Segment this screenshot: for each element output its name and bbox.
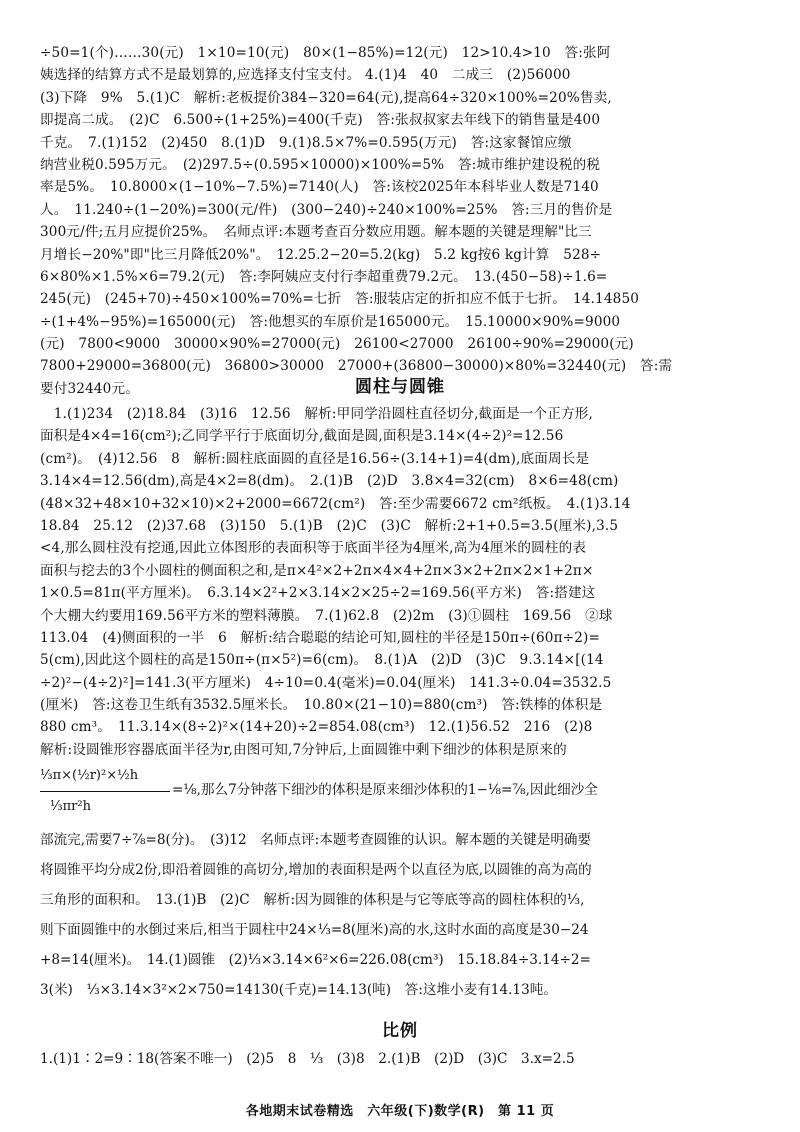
fraction-denominator: ⅓πr²h [50,799,91,815]
text-line: 个大棚大约要用169.56平方米的塑料薄膜。 7.(1)62.8 (2)2m (3)①圆柱 169.56 ②球 [40,607,613,624]
text-line: 6×80%×1.5%×6=79.2(元) 答:李阿姨应支付行李超重费79.2元。 13.(450−58)÷1.6= [40,268,608,285]
text-line: (48×32+48×10+32×10)×2+2000=6672(cm²) 答:至少需要6672 cm²纸板。 4.(1)3.14 [40,495,631,512]
text-line: <4,那么圆柱没有挖通,因此立体图形的表面积等于底面半径为4厘米,高为4厘米的圆柱的表 [40,540,587,557]
text-line: 880 cm³。 11.3.14×(8÷2)²×(14+20)÷2=854.08(cm³) 12.(1)56.52 216 (2)8 [40,719,593,736]
compound-fraction-row [40,761,770,825]
text-line: 人。 11.240÷(1−20%)=300(元/件) (300−240)÷240×100%=25% 答:三月的售价是 [40,201,613,218]
text-line: 即提高二成。 (2)C 6.500÷(1+25%)=400(千克) 答:张叔叔家去年线下的销售量是400 [40,112,601,129]
text-line: 1.(1)234 (2)18.84 (3)16 12.56 解析:甲同学沿圆柱直径切分,截面是一个正方形, [40,406,593,422]
text-line: 月增长−20%"即"比三月降低20%"。 12.25.2−20=5.2(kg) 5.2 kg按6 kg计算 528÷ [40,246,602,263]
text-line: 面积与挖去的3个小圆柱的侧面积之和,是π×4²×2+2π×4×4+2π×3×2+2π×2×1+2π× [40,562,594,579]
compound-fraction [40,761,170,822]
text-line: (元) 7800<9000 30000×90%=27000(元) 26100<27000 26100÷90%=29000(元) [40,336,634,353]
percentages-answers [40,42,770,400]
text-line: 113.04 (4)侧面积的一半 6 解析:结合聪聪的结论可知,圆柱的半径是150π÷(60π÷2)= [40,629,600,646]
section-title-ratio: 比例 [382,1021,418,1041]
text-line: ÷(1+4%−95%)=165000(元) 答:他想买的车原价是165000元。 15.10000×90%=9000 [40,313,621,330]
text-line: 1.(1)1∶2=9∶18(答案不唯一) (2)5 8 ⅓ (3)8 2.(1)B (2)D (3)C 3.x=2.5 [40,1051,575,1067]
text-line: 3(米) ⅓×3.14×3²×2×750=14130(千克)=14.13(吨) 答:这堆小麦有14.13吨。 [40,982,557,999]
text-line: 将圆锥平均分成2份,即沿着圆锥的高切分,增加的表面积是两个以直径为底,以圆锥的高为高的 [40,862,592,879]
text-line: 千克。 7.(1)152 (2)450 8.(1)D 9.(1)8.5×7%=0.595(万元) 答:这家餐馆应缴 [40,134,572,151]
text-line: 则下面圆锥中的水倒过来后,相当于圆柱中24×⅓=8(厘米)高的水,这时水面的高度是30−24 [40,922,589,939]
text-line: 三角形的面积和。 13.(1)B (2)C 解析:因为圆锥的体积是与它等底等高的圆柱体积的⅓, [40,892,585,909]
cylinder-cone-answers [40,403,770,1005]
page-footer: 各地期末试卷精选 六年级(下)数学(R) 第 11 页 [245,1104,555,1119]
ratio-answers [40,1044,770,1074]
text-line: 1×0.5=81π(平方厘米)。 6.3.14×2²+2×3.14×2×25÷2=169.56(平方米) 答:搭建这 [40,585,596,602]
text-line: 部流完,需要7÷⅞=8(分)。 (3)12 名师点评:本题考查圆锥的认识。解本题的关键是明确要 [40,832,592,849]
text-line: 5(cm),因此这个圆柱的高是150π÷(π×5²)=6(cm)。 8.(1)A (2)D (3)C 9.3.14×[(14 [40,652,604,669]
text-line: 姨选择的结算方式不是最划算的,应选择支付宝支付。 4.(1)4 40 二成三 (2)56000 [40,67,571,84]
fraction-numerator: ⅓π×(½r)²×½h [40,761,170,792]
text-line: (3)下降 9% 5.(1)C 解析:老板提价384−320=64(元),提高64÷320×100%=20%售卖, [40,89,612,106]
text-line: +8=14(厘米)。 14.(1)圆锥 (2)⅓×3.14×6²×6=226.08(cm³) 15.18.84÷3.14÷2= [40,952,591,969]
text-line: (厘米) 答:这卷卫生纸有3532.5厘米长。 10.80×(21−10)=880(cm³) 答:铁棒的体积是 [40,697,603,714]
text-line: 7800+29000=36800(元) 36800>30000 27000+(36800−30000)×80%=32440(元) 答:需 [40,358,673,375]
text-line: 18.84 25.12 (2)37.68 (3)150 5.(1)B (2)C (3)C 解析:2+1+0.5=3.5(厘米),3.5 [40,517,619,534]
text-line: 解析:设圆锥形容器底面半径为r,由图可知,7分钟后,上面圆锥中剩下细沙的体积是原来的 [40,741,567,758]
text-line: ÷50=1(个)……30(元) 1×10=10(元) 80×(1−85%)=12(元) 12>10.4>10 答:张阿 [40,45,611,61]
text-line: 要付32440元。 [40,380,139,397]
text-line: (cm²)。 (4)12.56 8 解析:圆柱底面圆的直径是16.56÷(3.14+1)=4(dm),底面周长是 [40,450,590,467]
text-line: 3.14×4=12.56(dm),高是4×2=8(dm)。 2.(1)B (2)D 3.8×4=32(cm) 8×6=48(cm) [40,473,619,490]
fraction-continuation: =⅛,那么7分钟落下细沙的体积是原来细沙体积的1−⅛=⅞,因此细沙全 [172,782,598,799]
section-title-cylinder-cone: 圆柱与圆锥 [355,377,445,397]
text-line: ÷2)²−(4÷2)²]=141.3(平方厘米) 4÷10=0.4(毫米)=0.04(厘米) 141.3÷0.04=3532.5 [40,674,612,691]
text-line: 纳营业税0.595万元。 (2)297.5÷(0.595×10000)×100%=5% 答:城市维护建设税的税 [40,156,601,173]
text-line: 300元/件;五月应提价25%。 名师点评:本题考查百分数应用题。解本题的关键是理解"比三 [40,224,592,241]
text-line: 245(元) (245+70)÷450×100%=70%=七折 答:服装店定的折扣应不低于七折。 14.14850 [40,291,640,308]
text-line: 率是5%。 10.8000×(1−10%−7.5%)=7140(人) 答:该校2025年本科毕业人数是7140 [40,179,599,196]
text-line: 面积是4×4=16(cm²);乙同学平行于底面切分,截面是圆,面积是3.14×(4÷2)²=12.56 [40,428,564,445]
